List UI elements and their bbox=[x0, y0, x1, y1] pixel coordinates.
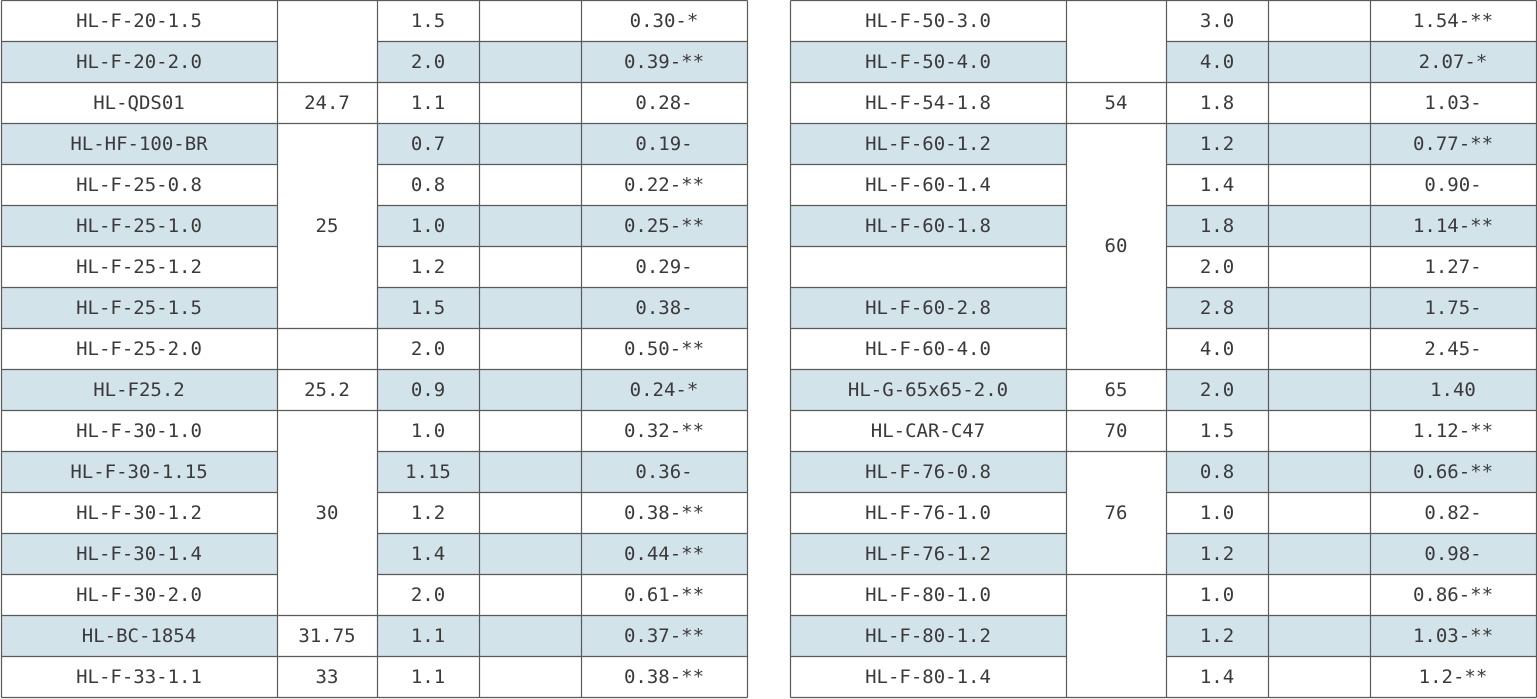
blank-cell bbox=[479, 164, 581, 205]
weight-cell: 0.50-** bbox=[623, 337, 705, 360]
model-cell: HL-F-25-1.5 bbox=[1, 287, 277, 328]
thickness-cell: 1.5 bbox=[1199, 419, 1235, 442]
weight-cell: 1.75- bbox=[1370, 287, 1536, 328]
weight-cell: 0.82- bbox=[1424, 501, 1482, 524]
blank-cell bbox=[1268, 656, 1370, 697]
blank-cell bbox=[479, 246, 581, 287]
weight-cell: 0.98- bbox=[1370, 533, 1536, 574]
thickness-cell: 1.4 bbox=[377, 533, 479, 574]
thickness-cell: 1.2 bbox=[410, 255, 446, 278]
weight-cell: 0.32-** bbox=[623, 419, 705, 442]
thickness-cell: 1.1 bbox=[410, 665, 446, 688]
model-cell: HL-HF-100-BR bbox=[1, 123, 277, 164]
size-cell: 54 bbox=[1066, 82, 1166, 123]
weight-cell: 0.19- bbox=[581, 123, 747, 164]
model-cell: HL-F-25-2.0 bbox=[76, 337, 202, 360]
model-cell: HL-F-30-1.4 bbox=[1, 533, 277, 574]
thickness-cell: 4.0 bbox=[1199, 337, 1235, 360]
weight-cell: 1.03- bbox=[1424, 91, 1482, 114]
model-cell: HL-F-33-1.1 bbox=[76, 665, 202, 688]
thickness-cell: 1.2 bbox=[1166, 615, 1268, 656]
blank-cell bbox=[1268, 246, 1370, 287]
size-cell: 33 bbox=[277, 656, 377, 697]
thickness-cell: 1.1 bbox=[377, 615, 479, 656]
size-cell bbox=[1066, 0, 1166, 82]
thickness-cell: 1.5 bbox=[410, 9, 446, 32]
thickness-cell: 1.1 bbox=[410, 91, 446, 114]
weight-cell: 0.38-** bbox=[623, 501, 705, 524]
weight-cell: 1.27- bbox=[1424, 255, 1482, 278]
weight-cell: 0.37-** bbox=[581, 615, 747, 656]
size-cell: 24.7 bbox=[277, 82, 377, 123]
blank-cell bbox=[1268, 205, 1370, 246]
weight-cell: 0.30-* bbox=[629, 9, 699, 32]
blank-cell bbox=[479, 328, 581, 369]
model-cell: HL-F-30-1.15 bbox=[1, 451, 277, 492]
blank-cell bbox=[479, 205, 581, 246]
weight-cell: 0.77-** bbox=[1370, 123, 1536, 164]
size-cell bbox=[1066, 574, 1166, 697]
model-cell: HL-F-20-2.0 bbox=[1, 41, 277, 82]
size-cell: 25.2 bbox=[277, 369, 377, 410]
blank-cell bbox=[1268, 451, 1370, 492]
model-cell: HL-F-60-1.4 bbox=[865, 173, 991, 196]
blank-cell bbox=[1268, 574, 1370, 615]
blank-cell bbox=[1268, 123, 1370, 164]
thickness-cell: 2.8 bbox=[1166, 287, 1268, 328]
weight-cell: 2.45- bbox=[1424, 337, 1482, 360]
blank-cell bbox=[1268, 492, 1370, 533]
weight-cell: 0.44-** bbox=[581, 533, 747, 574]
weight-cell: 0.22-** bbox=[623, 173, 705, 196]
blank-cell bbox=[479, 656, 581, 697]
model-cell: HL-F-60-1.8 bbox=[790, 205, 1066, 246]
weight-cell: 0.38- bbox=[581, 287, 747, 328]
blank-cell bbox=[479, 82, 581, 123]
model-cell: HL-F-50-3.0 bbox=[865, 9, 991, 32]
model-cell: HL-F-25-1.0 bbox=[1, 205, 277, 246]
thickness-cell: 1.4 bbox=[1199, 173, 1235, 196]
size-cell: 60 bbox=[1066, 123, 1166, 369]
model-cell: HL-CAR-C47 bbox=[870, 419, 986, 442]
weight-cell: 1.03-** bbox=[1370, 615, 1536, 656]
weight-cell: 0.61-** bbox=[623, 583, 705, 606]
size-cell: 70 bbox=[1066, 410, 1166, 451]
model-cell: HL-QDS01 bbox=[93, 91, 185, 114]
blank-cell bbox=[1268, 533, 1370, 574]
blank-cell bbox=[1268, 41, 1370, 82]
model-cell bbox=[790, 246, 1066, 287]
blank-cell bbox=[1268, 328, 1370, 369]
thickness-cell: 1.2 bbox=[410, 501, 446, 524]
thickness-cell: 1.0 bbox=[377, 205, 479, 246]
blank-cell bbox=[479, 0, 581, 41]
weight-cell: 0.66-** bbox=[1370, 451, 1536, 492]
thickness-cell: 0.8 bbox=[1166, 451, 1268, 492]
weight-cell: 0.86-** bbox=[1412, 583, 1494, 606]
left-spec-table bbox=[1, 0, 747, 697]
weight-cell: 0.36- bbox=[581, 451, 747, 492]
thickness-cell: 0.8 bbox=[410, 173, 446, 196]
blank-cell bbox=[479, 492, 581, 533]
weight-cell: 1.12-** bbox=[1412, 419, 1494, 442]
weight-cell: 1.2-** bbox=[1418, 665, 1488, 688]
thickness-cell: 2.0 bbox=[410, 337, 446, 360]
model-cell: HL-F-54-1.8 bbox=[865, 91, 991, 114]
thickness-cell: 1.8 bbox=[1199, 91, 1235, 114]
model-cell: HL-F-20-1.5 bbox=[76, 9, 202, 32]
thickness-cell: 1.8 bbox=[1166, 205, 1268, 246]
blank-cell bbox=[479, 615, 581, 656]
model-cell: HL-F-30-2.0 bbox=[76, 583, 202, 606]
thickness-cell: 4.0 bbox=[1166, 41, 1268, 82]
model-cell: HL-BC-1854 bbox=[1, 615, 277, 656]
model-cell: HL-F-60-2.8 bbox=[790, 287, 1066, 328]
size-cell bbox=[277, 0, 377, 82]
thickness-cell: 0.9 bbox=[377, 369, 479, 410]
thickness-cell: 1.15 bbox=[377, 451, 479, 492]
model-cell: HL-G-65x65-2.0 bbox=[790, 369, 1066, 410]
model-cell: HL-F-60-4.0 bbox=[865, 337, 991, 360]
thickness-cell: 2.0 bbox=[1166, 369, 1268, 410]
thickness-cell: 1.0 bbox=[1199, 501, 1235, 524]
weight-cell: 0.29- bbox=[635, 255, 693, 278]
blank-cell bbox=[1268, 287, 1370, 328]
thickness-cell: 2.0 bbox=[1199, 255, 1235, 278]
model-cell: HL-F-25-0.8 bbox=[76, 173, 202, 196]
model-cell: HL-F-76-1.2 bbox=[790, 533, 1066, 574]
model-cell: HL-F-76-0.8 bbox=[790, 451, 1066, 492]
model-cell: HL-F-80-1.4 bbox=[865, 665, 991, 688]
model-cell: HL-F-80-1.0 bbox=[865, 583, 991, 606]
model-cell: HL-F-25-1.2 bbox=[76, 255, 202, 278]
thickness-cell: 1.0 bbox=[1199, 583, 1235, 606]
size-cell: 30 bbox=[277, 410, 377, 615]
model-cell: HL-F-76-1.0 bbox=[865, 501, 991, 524]
blank-cell bbox=[1268, 410, 1370, 451]
weight-cell: 0.24-* bbox=[581, 369, 747, 410]
thickness-cell: 1.4 bbox=[1199, 665, 1235, 688]
thickness-cell: 1.2 bbox=[1166, 533, 1268, 574]
blank-cell bbox=[1268, 82, 1370, 123]
blank-cell bbox=[1268, 164, 1370, 205]
weight-cell: 0.39-** bbox=[581, 41, 747, 82]
blank-cell bbox=[1268, 369, 1370, 410]
model-cell: HL-F-80-1.2 bbox=[790, 615, 1066, 656]
thickness-cell: 1.5 bbox=[377, 287, 479, 328]
weight-cell: 1.14-** bbox=[1370, 205, 1536, 246]
blank-cell bbox=[1268, 0, 1370, 41]
weight-cell: 0.25-** bbox=[581, 205, 747, 246]
model-cell: HL-F-60-1.2 bbox=[790, 123, 1066, 164]
right-spec-table bbox=[790, 0, 1536, 697]
size-cell: 25 bbox=[277, 123, 377, 328]
thickness-cell: 2.0 bbox=[377, 41, 479, 82]
weight-cell: 0.90- bbox=[1424, 173, 1482, 196]
weight-cell: 1.40 bbox=[1370, 369, 1536, 410]
size-cell bbox=[277, 328, 377, 369]
weight-cell: 1.54-** bbox=[1412, 9, 1494, 32]
blank-cell bbox=[479, 451, 581, 492]
blank-cell bbox=[479, 533, 581, 574]
blank-cell bbox=[479, 574, 581, 615]
size-cell: 65 bbox=[1066, 369, 1166, 410]
blank-cell bbox=[479, 123, 581, 164]
thickness-cell: 0.7 bbox=[377, 123, 479, 164]
thickness-cell: 1.2 bbox=[1166, 123, 1268, 164]
thickness-cell: 1.0 bbox=[410, 419, 446, 442]
weight-cell: 2.07-* bbox=[1370, 41, 1536, 82]
weight-cell: 0.38-** bbox=[623, 665, 705, 688]
model-cell: HL-F25.2 bbox=[1, 369, 277, 410]
blank-cell bbox=[479, 287, 581, 328]
blank-cell bbox=[479, 410, 581, 451]
size-cell: 76 bbox=[1066, 451, 1166, 574]
size-cell: 31.75 bbox=[277, 615, 377, 656]
model-cell: HL-F-30-1.2 bbox=[76, 501, 202, 524]
weight-cell: 0.28- bbox=[635, 91, 693, 114]
blank-cell bbox=[479, 41, 581, 82]
thickness-cell: 2.0 bbox=[410, 583, 446, 606]
model-cell: HL-F-30-1.0 bbox=[76, 419, 202, 442]
blank-cell bbox=[479, 369, 581, 410]
thickness-cell: 3.0 bbox=[1199, 9, 1235, 32]
blank-cell bbox=[1268, 615, 1370, 656]
model-cell: HL-F-50-4.0 bbox=[790, 41, 1066, 82]
